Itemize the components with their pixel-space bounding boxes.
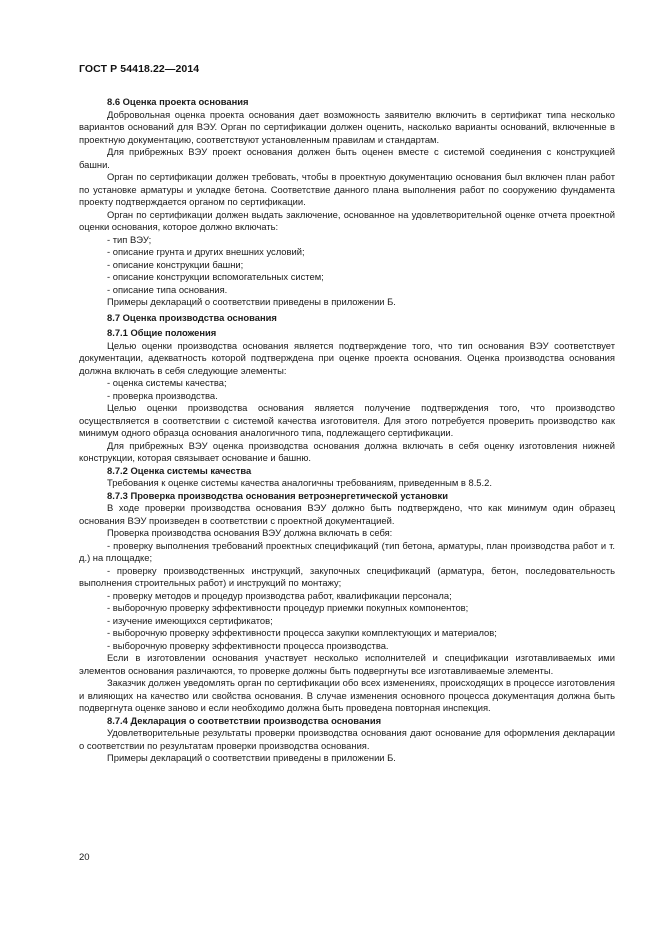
- paragraph: Заказчик должен уведомлять орган по сертификации обо всех изменениях, происходящих в процессе изготовления и влияющих на качество или свойства основания. В случае изменения основного процесса документация должна быть подвергнута оценке заново и если необходимо должна быть проведена повторная инспекция.: [79, 677, 615, 713]
- section-heading-8-7: 8.7 Оценка производства основания: [107, 311, 277, 323]
- paragraph: Удовлетворительные результаты проверки производства основания дают основание для оформления декларации о соответствии по результатам проверки производства основания.: [79, 727, 615, 751]
- list-item: - описание конструкции вспомогательных систем;: [107, 271, 324, 282]
- paragraph: Примеры деклараций о соответствии приведены в приложении Б.: [107, 752, 396, 763]
- paragraph: Орган по сертификации должен требовать, чтобы в проектную документацию основания был включен план работ по установке арматуры и укладке бетона. Соответствие данного плана выполнения работ по сооружению фундамента проекту подтверждается органом по сертификации.: [79, 171, 615, 207]
- list-item: - проверка производства.: [107, 389, 218, 401]
- document-body: [79, 96, 615, 765]
- paragraph: В ходе проверки производства основания ВЭУ должно быть подтверждено, что как минимум один образец основания ВЭУ произведен в соответствии с проектной документацией.: [79, 502, 615, 526]
- list-item: - проверку выполнения требований проектных спецификаций (тип бетона, арматуры, план производства работ и т. д.) на площадке;: [79, 539, 615, 563]
- subsection-heading-8-7-4: 8.7.4 Декларация о соответствии производства основания: [107, 714, 382, 726]
- list-item: - выборочную проверку эффективности процесса закупки комплектующих и материалов;: [107, 627, 497, 638]
- paragraph: Орган по сертификации должен выдать заключение, основанное на удовлетворительной оценке отчета проектной оценки основания, которое должно включать:: [79, 208, 615, 232]
- list-item: - описание грунта и других внешних условий;: [107, 246, 305, 257]
- list-item: - тип ВЭУ;: [107, 233, 152, 245]
- subsection-heading-8-7-2: 8.7.2 Оценка системы качества: [107, 464, 252, 476]
- paragraph: Для прибрежных ВЭУ оценка производства основания должна включать в себя оценку изготовления нижней конструкции, которая связывает основание и башню.: [79, 439, 615, 463]
- paragraph: Требования к оценке системы качества аналогичны требованиям, приведенным в 8.5.2.: [107, 477, 492, 488]
- paragraph: Если в изготовлении основания участвует несколько исполнителей и спецификации изготавливаемых ими элементов основания различаются, то проверке должны быть подвергнуты все изготавливаемые элементы.: [79, 652, 615, 676]
- list-item: - проверку методов и процедур производства работ, квалификации персонала;: [107, 589, 452, 601]
- paragraph: Примеры деклараций о соответствии приведены в приложении Б.: [107, 296, 396, 307]
- paragraph: Проверка производства основания ВЭУ должна включать в себя:: [107, 527, 393, 538]
- list-item: - описание конструкции башни;: [107, 258, 244, 270]
- document-header: ГОСТ Р 54418.22—2014: [79, 63, 200, 75]
- list-item: - проверку производственных инструкций, закупочных спецификаций (арматура, бетон, последовательность выполнения строительных работ) и инструкций по монтажу;: [79, 564, 615, 588]
- paragraph: Целью оценки производства основания является подтверждение того, что тип основания ВЭУ соответствует документации, адекватность которой подтверждена при оценке проекта основания. Оценка производства основания должна включать в себя следующие элементы:: [79, 339, 615, 376]
- list-item: - выборочную проверку эффективности процедур приемки покупных компонентов;: [107, 602, 469, 613]
- list-item: - описание типа основания.: [107, 283, 228, 295]
- list-item: - оценка системы качества;: [107, 377, 227, 388]
- subsection-heading-8-7-3: 8.7.3 Проверка производства основания ветроэнергетической установки: [107, 489, 448, 501]
- section-heading-8-6: 8.6 Оценка проекта основания: [107, 96, 249, 107]
- paragraph: Целью оценки производства основания является получение подтверждения того, что производство осуществляется в соответствии с системой качества изготовителя. Для этого потребуется проверить производство как минимум одного образца основания аналогичного типа, подлежащего сертификации.: [79, 402, 615, 438]
- list-item: - изучение имеющихся сертификатов;: [107, 614, 273, 626]
- paragraph: Для прибрежных ВЭУ проект основания должен быть оценен вместе с системой соединения с конструкцией башни.: [79, 146, 615, 170]
- page-number: 20: [79, 852, 90, 863]
- list-item: - выборочную проверку эффективности процесса производства.: [107, 639, 389, 651]
- paragraph: Добровольная оценка проекта основания дает возможность заявителю включить в сертификат типа несколько вариантов оснований для ВЭУ. Орган по сертификации должен оценить, насколько варианты оснований, включенные в проектную документацию, соответствуют установленным правилам и стандартам.: [79, 108, 615, 145]
- subsection-heading-8-7-1: 8.7.1 Общие положения: [107, 327, 217, 338]
